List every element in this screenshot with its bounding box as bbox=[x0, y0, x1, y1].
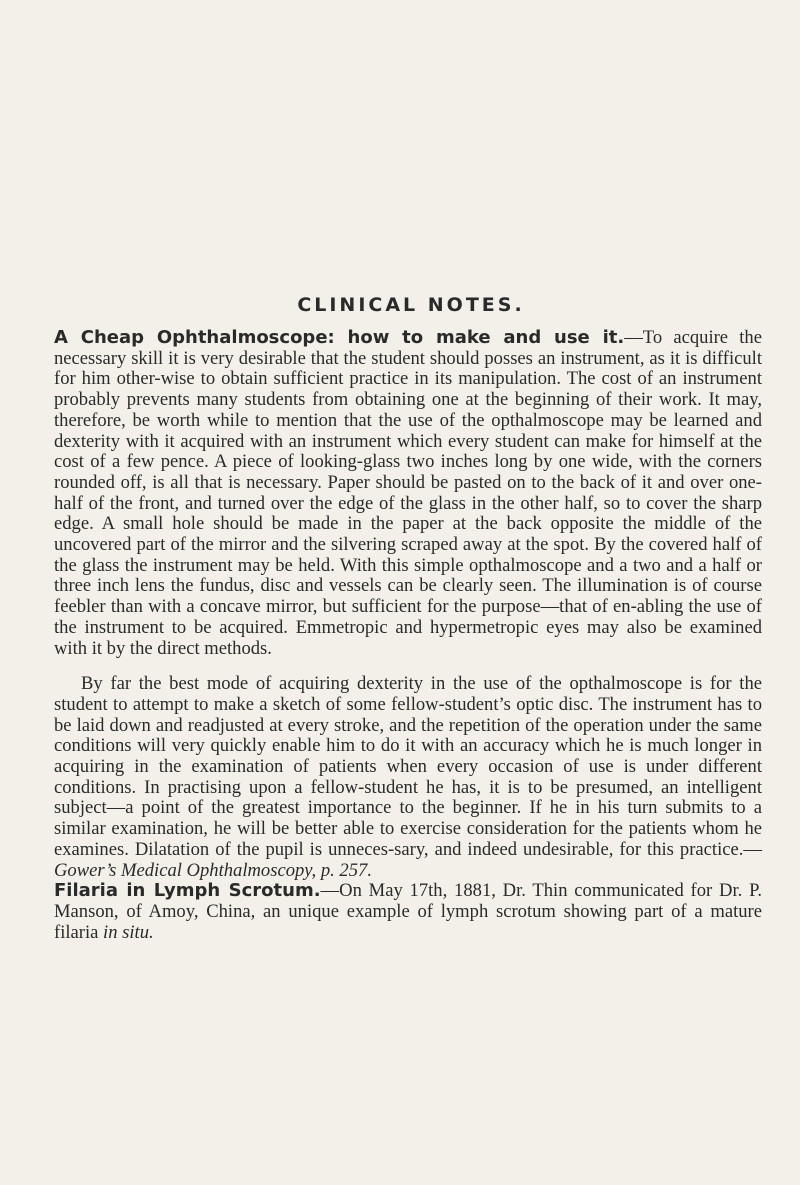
section-heading-ophthalmoscope: A Cheap Ophthalmoscope: how to make and use it. bbox=[54, 327, 625, 348]
page-title: CLINICAL NOTES. bbox=[297, 294, 525, 316]
paragraph-ophthalmoscope bbox=[54, 328, 762, 659]
paragraph-italic-tail: in situ. bbox=[103, 921, 154, 943]
paragraph-text: —On May 17th, 1881, Dr. Thin communicated for Dr. P. Manson, of Amoy, China, an unique example of lymph scrotum showing part of a mature filaria bbox=[54, 880, 763, 943]
paragraph-text: —To acquire the necessary skill it is very desirable that the student should posses an instrument, as it is difficult for him other-wise to obtain sufficient practice in its manipulation. The cost of an instrument probably prevents many students from obtaining one at the beginning of their work. It may, therefore, be worth while to mention that the use of the opthalmoscope may be learned and dexterity with it acquired with an instrument which every student can make for himself at the cost of a few pence. A piece of looking-glass two inches long by one wide, with the corners rounded off, is all that is necessary. Paper should be pasted on to the back of it and over one-half of the front, and turned over the edge of the glass in the other half, so to cover the sharp edge. A small hole should be made in the paper at the back opposite the middle of the uncovered part of the mirror and the silvering scraped away at the spot. By the covered half of the glass the instrument may be held. With this simple opthalmoscope and a two and a half or three inch lens the fundus, disc and vessels can be clearly seen. The illumination is of course feebler than with a concave mirror, but sufficient for the purpose—that of en-abling the use of the instrument to be acquired. Emmetropic and hypermetropic eyes may also be examined with it by the direct methods. bbox=[54, 327, 762, 659]
paragraph-filaria bbox=[54, 881, 762, 943]
paragraph-dexterity bbox=[54, 674, 762, 881]
paragraph-text: By far the best mode of acquiring dexterity in the use of the opthalmoscope is for the student to attempt to make a sketch of some fellow-student’s optic disc. The instrument has to be laid down and readjusted at every stroke, and the repetition of the operation under the same conditions will very quickly enable him to do it with an accuracy which he is much longer in acquiring in the examination of patients when every occasion of use is under different conditions. In practising upon a fellow-student he has, it is to be presumed, an intelligent subject—a point of the greatest importance to the beginner. If he in his turn submits to a similar examination, he will be better able to exercise consideration for the patients whom he examines. Dilatation of the pupil is unneces-sary, and indeed undesirable, for this practice.— bbox=[54, 673, 762, 860]
citation: Gower’s Medical Ophthalmoscopy, p. 257. bbox=[54, 859, 372, 881]
section-heading-filaria: Filaria in Lymph Scrotum. bbox=[54, 880, 321, 902]
